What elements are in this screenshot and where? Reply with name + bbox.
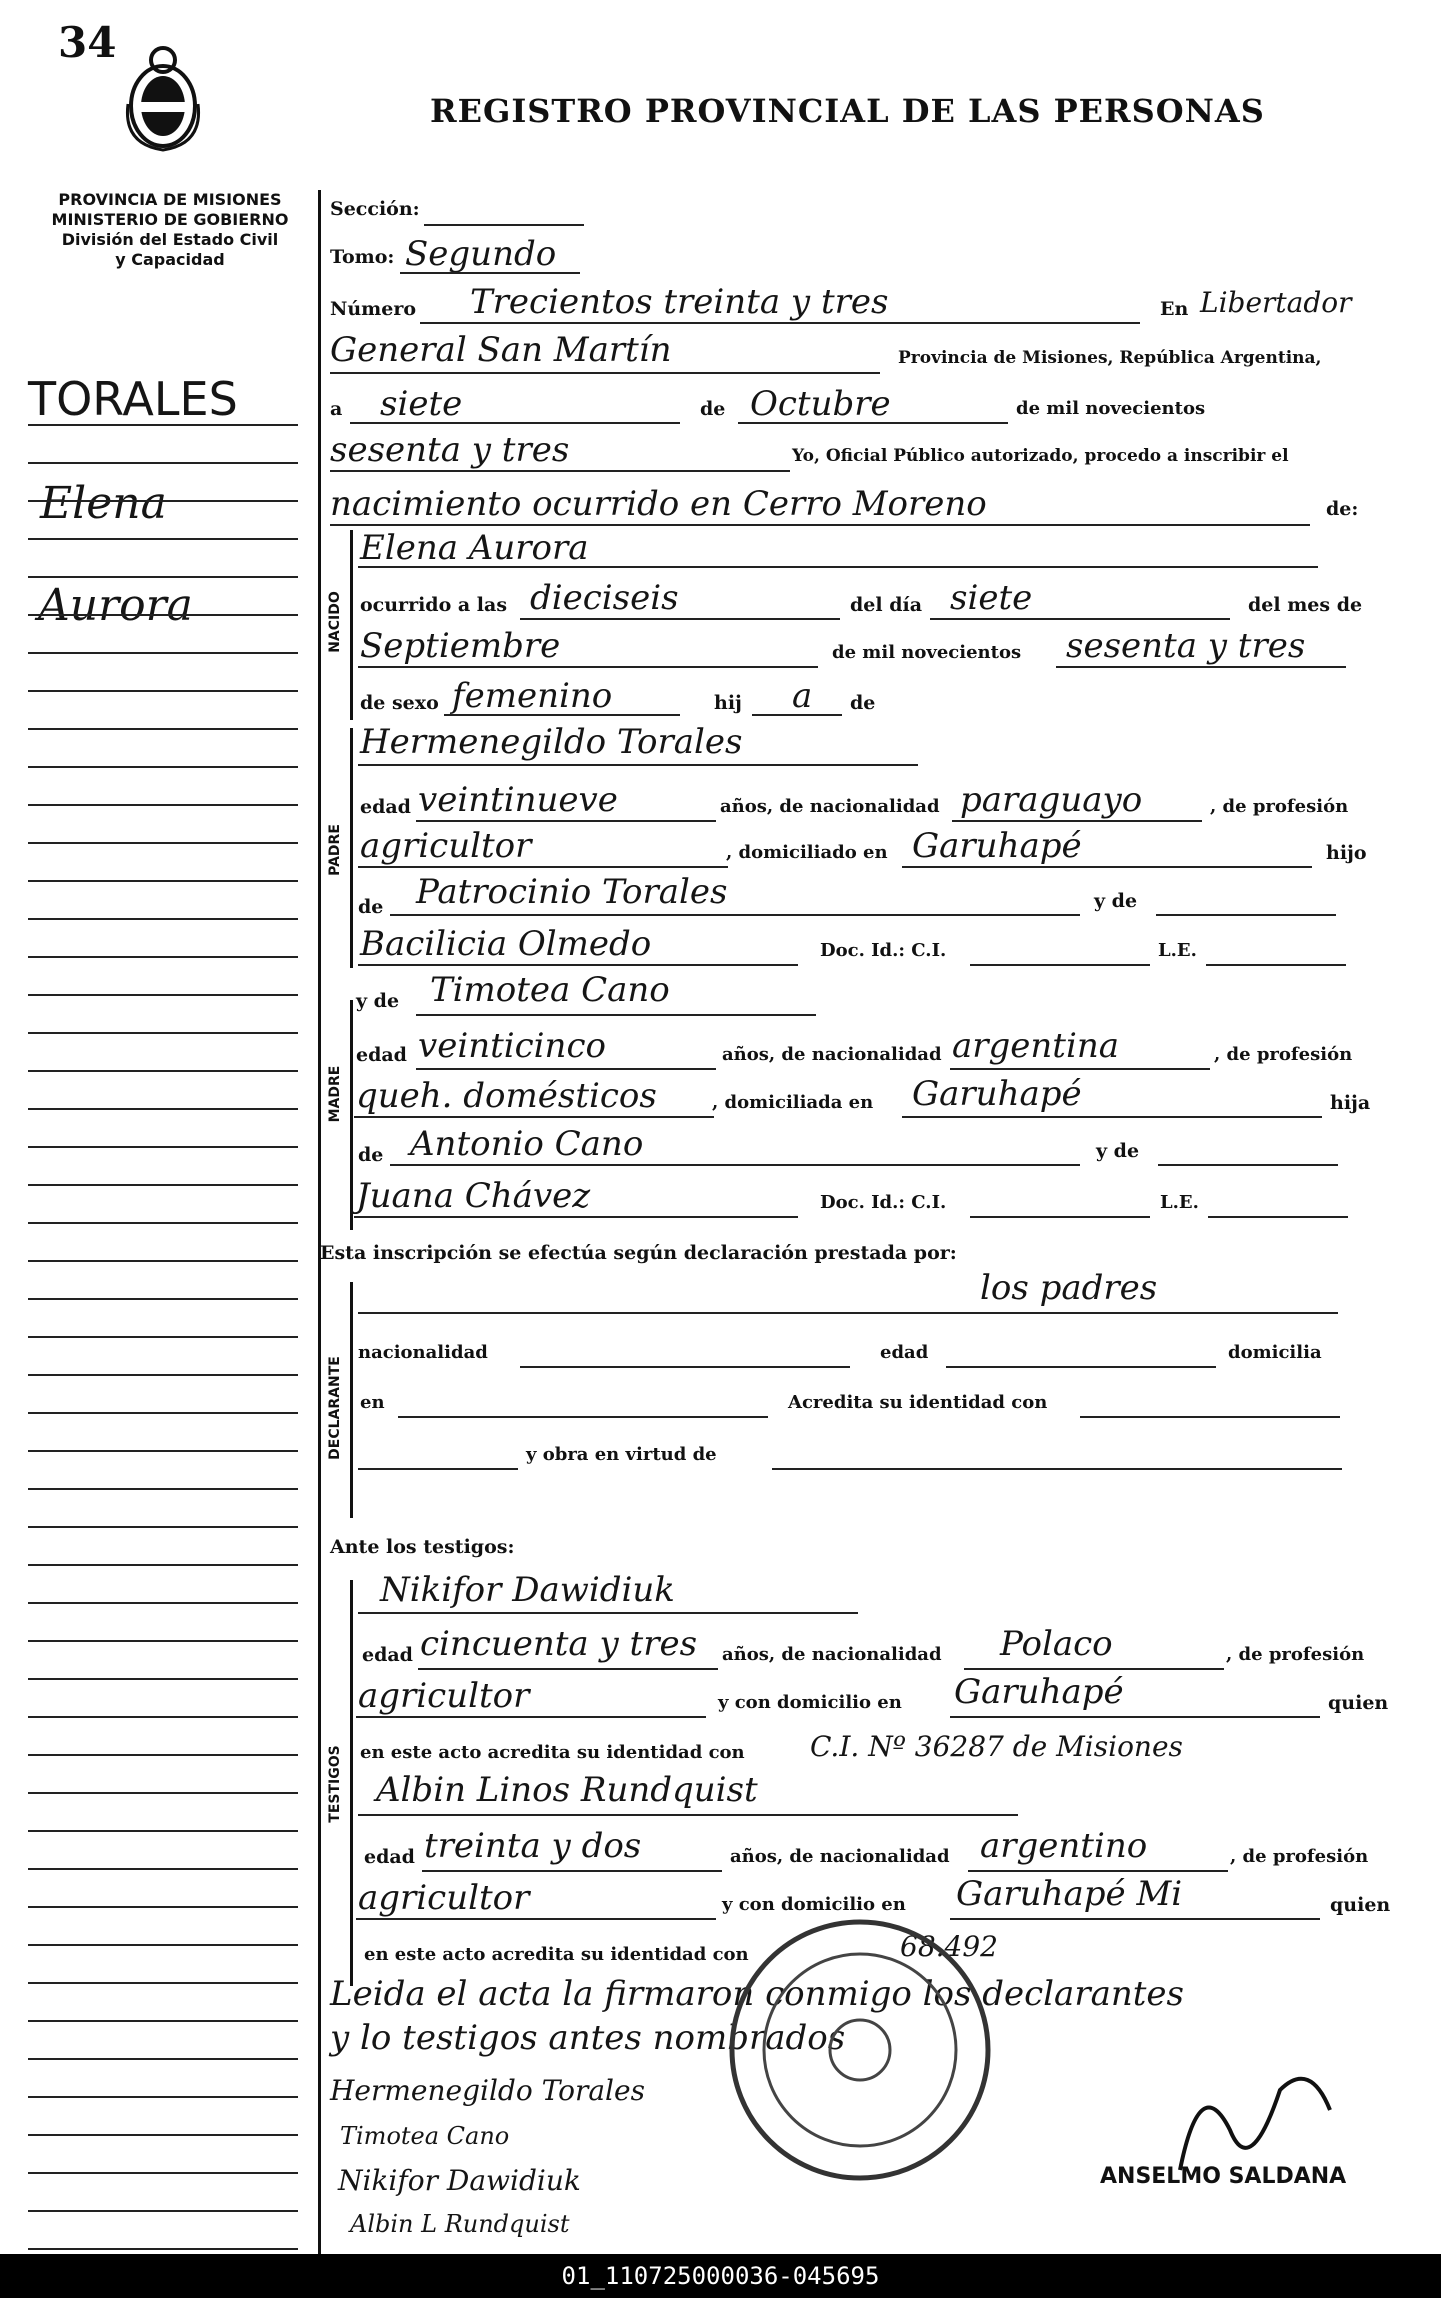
signature-4: Albin L Rundquist (350, 2210, 570, 2238)
label-yo: Yo, Oficial Público autorizado, procedo a inscribir el (792, 446, 1289, 466)
value-dia: siete (380, 384, 463, 424)
margin-rule (28, 1184, 298, 1186)
margin-rule (28, 690, 298, 692)
margin-rule (28, 614, 298, 616)
value-testigo1-nombre: Nikifor Dawidiuk (380, 1570, 675, 1610)
underline (950, 1068, 1210, 1070)
closing-line-1: Leida el acta la firmaron conmigo los declarantes (330, 1974, 1184, 2014)
value-numero: Trecientos treinta y tres (470, 282, 889, 322)
label-y-de-2: y de (356, 990, 400, 1012)
underline (752, 714, 842, 716)
document-title: REGISTRO PROVINCIAL DE LAS PERSONAS (430, 92, 1265, 130)
value-testigo2-identidad: 68.492 (900, 1930, 998, 1963)
label-de-profesion-2: , de profesión (1214, 1044, 1353, 1065)
label-y-de-3: y de (1096, 1140, 1140, 1162)
label-mil-novecientos-2: de mil novecientos (832, 642, 1022, 663)
underline (350, 422, 680, 424)
margin-rule (28, 576, 298, 578)
signature-1: Hermenegildo Torales (330, 2074, 645, 2107)
label-ante: Ante los testigos: (330, 1536, 515, 1558)
value-lugar-2: General San Martín (330, 330, 672, 370)
section-padre: PADRE (327, 824, 343, 876)
signature-3: Nikifor Dawidiuk (338, 2164, 581, 2197)
underline (964, 1668, 1224, 1670)
underline (930, 618, 1230, 620)
label-hij: hij (714, 692, 742, 714)
label-le: L.E. (1158, 940, 1197, 961)
value-mes: Octubre (750, 384, 891, 424)
label-domiciliada: , domiciliada en (712, 1092, 874, 1113)
margin-rule (28, 1374, 298, 1376)
frame-line (318, 190, 321, 2254)
margin-rule (28, 1830, 298, 1832)
margin-rule (28, 1754, 298, 1756)
label-y-domicilio: y con domicilio en (718, 1692, 902, 1713)
closing-line-2: y lo testigos antes nombrados (330, 2018, 846, 2058)
value-testigo2-nacionalidad: argentino (980, 1826, 1148, 1866)
underline (950, 1716, 1320, 1718)
value-en-lugar: Libertador (1200, 286, 1352, 319)
label-anos-nac-4: años, de nacionalidad (730, 1846, 950, 1867)
value-nacido-sexo: femenino (452, 676, 613, 716)
underline (902, 1116, 1322, 1118)
underline (398, 1416, 768, 1418)
underline (520, 1366, 850, 1368)
label-provincia: Provincia de Misiones, República Argentina, (898, 348, 1322, 368)
underline (390, 914, 1080, 916)
label-edad-4: edad (362, 1644, 413, 1666)
underline (358, 566, 1318, 568)
testigos-bracket (350, 1580, 353, 1986)
margin-rule (28, 2248, 298, 2250)
underline (422, 1870, 722, 1872)
value-madre-nacionalidad: argentina (952, 1026, 1120, 1066)
margin-rule (28, 1412, 298, 1414)
value-testigo2-nombre: Albin Linos Rundquist (376, 1770, 758, 1810)
underline (416, 1014, 816, 1016)
issuer-line: y Capacidad (115, 250, 225, 269)
margin-rule (28, 1792, 298, 1794)
label-a: a (330, 398, 343, 420)
signature-2: Timotea Cano (340, 2122, 510, 2150)
label-quien-2: quien (1330, 1894, 1391, 1916)
underline (358, 866, 728, 868)
margin-rule (28, 1108, 298, 1110)
margin-rule (28, 956, 298, 958)
label-hijo: hijo (1326, 842, 1367, 864)
underline (416, 1068, 716, 1070)
underline (354, 1116, 714, 1118)
underline (970, 1216, 1150, 1218)
value-nacido-nombre: Elena Aurora (360, 528, 589, 568)
underline (970, 964, 1150, 966)
value-testigo1-profesion: agricultor (358, 1676, 530, 1716)
margin-rule (28, 1602, 298, 1604)
underline (772, 1468, 1342, 1470)
margin-rule (28, 424, 298, 426)
value-nacido-hora: dieciseis (530, 578, 679, 618)
label-sexo: de sexo (360, 692, 439, 714)
stamp-name: ANSELMO SALDANA (1100, 2164, 1347, 2189)
underline (1206, 964, 1346, 966)
value-madre-padre: Antonio Cano (410, 1124, 644, 1164)
value-testigo1-identidad: C.I. Nº 36287 de Misiones (810, 1730, 1183, 1763)
document-code: 01_110725000036-045695 (0, 2254, 1441, 2298)
margin-rule (28, 2172, 298, 2174)
nacido-bracket (350, 530, 353, 720)
margin-rule (28, 728, 298, 730)
label-de-profesion: , de profesión (1210, 796, 1349, 817)
value-nacido-mes: Septiembre (360, 626, 561, 666)
margin-rule (28, 766, 298, 768)
underline (952, 820, 1202, 822)
underline (358, 764, 918, 766)
margin-name-1: Elena (40, 478, 167, 529)
margin-rule (28, 1032, 298, 1034)
margin-rule (28, 1526, 298, 1528)
margin-rule (28, 652, 298, 654)
label-mil-novecientos: de mil novecientos (1016, 398, 1206, 419)
margin-rule (28, 880, 298, 882)
value-declarante: los padres (980, 1268, 1158, 1308)
label-y-de: y de (1094, 890, 1138, 912)
section-madre: MADRE (327, 1065, 343, 1123)
underline (420, 322, 1140, 324)
value-testigo2-profesion: agricultor (358, 1878, 530, 1918)
label-este-acto: en este acto acredita su identidad con (360, 1742, 745, 1763)
issuer-block (30, 190, 310, 270)
value-nacido-hij: a (792, 676, 813, 716)
underline (358, 1468, 518, 1470)
margin-rule (28, 804, 298, 806)
value-madre-profesion: queh. domésticos (356, 1076, 657, 1116)
margin-name-2: Aurora (38, 580, 193, 631)
value-testigo1-edad: cincuenta y tres (420, 1624, 698, 1664)
label-edad-2: edad (356, 1044, 407, 1066)
issuer-line: MINISTERIO DE GOBIERNO (51, 210, 289, 229)
madre-bracket (350, 1000, 353, 1230)
label-este-acto-2: en este acto acredita su identidad con (364, 1944, 749, 1965)
value-padre-edad: veintinueve (418, 780, 618, 820)
label-de-colon: de: (1326, 498, 1359, 520)
label-anos-nac-2: años, de nacionalidad (722, 1044, 942, 1065)
margin-rule (28, 500, 298, 502)
underline (1056, 666, 1346, 668)
margin-rule (28, 1336, 298, 1338)
margin-rule (28, 2134, 298, 2136)
margin-rule (28, 1868, 298, 1870)
margin-rule (28, 2096, 298, 2098)
underline (330, 470, 790, 472)
label-domiciliado: , domiciliado en (726, 842, 888, 863)
label-domicilia: domicilia (1228, 1342, 1322, 1363)
label-de-3: de (358, 896, 384, 918)
label-nacionalidad: nacionalidad (358, 1342, 488, 1363)
underline (1208, 1216, 1348, 1218)
label-y-domicilio-2: y con domicilio en (722, 1894, 906, 1915)
underline (356, 1716, 706, 1718)
label-edad: edad (360, 796, 411, 818)
value-padre-domicilio: Garuhapé (912, 826, 1082, 866)
underline (400, 272, 580, 274)
padre-bracket (350, 728, 353, 968)
underline (354, 1216, 798, 1218)
margin-rule (28, 918, 298, 920)
margin-rule (28, 1298, 298, 1300)
underline (418, 1668, 718, 1670)
underline (520, 618, 840, 620)
value-tomo: Segundo (405, 234, 557, 274)
label-obra: y obra en virtud de (526, 1444, 717, 1465)
margin-rule (28, 1640, 298, 1642)
label-en: En (1160, 298, 1189, 320)
label-de-2: de (850, 692, 876, 714)
underline (1156, 914, 1336, 916)
value-anio: sesenta y tres (330, 430, 570, 470)
margin-rule (28, 1678, 298, 1680)
value-nacido-anio: sesenta y tres (1066, 626, 1306, 666)
label-de-profesion-4: , de profesión (1230, 1846, 1369, 1867)
underline (358, 666, 818, 668)
margin-rule (28, 1564, 298, 1566)
underline (358, 1312, 1338, 1314)
underline (444, 714, 680, 716)
issuer-line: División del Estado Civil (61, 230, 279, 249)
margin-rule (28, 1982, 298, 1984)
underline (1080, 1416, 1340, 1418)
underline (946, 1366, 1216, 1368)
label-anos-nac: años, de nacionalidad (720, 796, 940, 817)
label-inscripcion: Esta inscripción se efectúa según declaración prestada por: (320, 1242, 957, 1264)
coat-of-arms-icon (118, 44, 208, 154)
value-padre-madre: Bacilicia Olmedo (360, 924, 652, 964)
underline (902, 866, 1312, 868)
underline (330, 372, 880, 374)
page-number: 34 (58, 18, 117, 67)
margin-rule (28, 2058, 298, 2060)
underline (1158, 1164, 1338, 1166)
label-seccion: Sección: (330, 198, 420, 220)
label-hija: hija (1330, 1092, 1371, 1114)
label-de-profesion-3: , de profesión (1226, 1644, 1365, 1665)
margin-rule (28, 1450, 298, 1452)
label-ocurrido: ocurrido a las (360, 594, 508, 616)
value-acto: nacimiento ocurrido en Cerro Moreno (330, 484, 987, 524)
value-madre-domicilio: Garuhapé (912, 1074, 1082, 1114)
label-de: de (700, 398, 726, 420)
margin-rule (28, 1146, 298, 1148)
value-madre-nombre: Timotea Cano (430, 970, 670, 1010)
label-del-mes: del mes de (1248, 594, 1363, 616)
label-doc: Doc. Id.: C.I. (820, 940, 947, 961)
label-de-4: de (358, 1144, 384, 1166)
value-padre-nombre: Hermenegildo Torales (360, 722, 743, 762)
label-numero: Número (330, 298, 417, 320)
value-padre-profesion: agricultor (360, 826, 532, 866)
issuer-line: PROVINCIA DE MISIONES (58, 190, 282, 209)
value-testigo2-edad: treinta y dos (424, 1826, 642, 1866)
section-declarante: DECLARANTE (327, 1356, 343, 1460)
margin-rule (28, 1944, 298, 1946)
value-testigo2-domicilio: Garuhapé Mi (956, 1874, 1183, 1914)
margin-rule (28, 2210, 298, 2212)
value-madre-edad: veinticinco (418, 1026, 606, 1066)
value-madre-madre: Juana Chávez (356, 1176, 591, 1216)
underline (330, 524, 1310, 526)
label-quien: quien (1328, 1692, 1389, 1714)
section-testigos: TESTIGOS (327, 1745, 343, 1823)
margin-rule (28, 994, 298, 996)
margin-rule (28, 538, 298, 540)
margin-rule (28, 1716, 298, 1718)
underline (416, 820, 716, 822)
label-anos-nac-3: años, de nacionalidad (722, 1644, 942, 1665)
margin-rule (28, 1906, 298, 1908)
section-nacido: NACIDO (327, 591, 343, 653)
underline (390, 1164, 1080, 1166)
label-edad-5: edad (364, 1846, 415, 1868)
underline (358, 964, 798, 966)
label-edad-3: edad (880, 1342, 929, 1363)
margin-rule (28, 1070, 298, 1072)
underline (424, 224, 584, 226)
value-nacido-dia: siete (950, 578, 1033, 618)
underline (950, 1918, 1320, 1920)
label-tomo: Tomo: (330, 246, 395, 268)
underline (358, 1612, 858, 1614)
underline (358, 1814, 1018, 1816)
underline (356, 1918, 716, 1920)
label-le-2: L.E. (1160, 1192, 1199, 1213)
margin-rule (28, 1488, 298, 1490)
underline (738, 422, 1008, 424)
official-seal-icon (720, 1910, 1000, 2190)
margin-rule (28, 842, 298, 844)
underline (968, 1870, 1228, 1872)
margin-rule (28, 1260, 298, 1262)
label-doc-2: Doc. Id.: C.I. (820, 1192, 947, 1213)
label-acredita: Acredita su identidad con (788, 1392, 1048, 1413)
margin-rule (28, 1222, 298, 1224)
value-padre-padre: Patrocinio Torales (416, 872, 728, 912)
label-del-dia: del día (850, 594, 923, 616)
margin-rule (28, 2020, 298, 2022)
declarante-bracket (350, 1282, 353, 1518)
margin-rule (28, 462, 298, 464)
label-en-2: en (360, 1392, 385, 1413)
value-testigo1-nacionalidad: Polaco (1000, 1624, 1113, 1664)
margin-surname: TORALES (28, 372, 238, 426)
value-testigo1-domicilio: Garuhapé (954, 1672, 1124, 1712)
value-padre-nacionalidad: paraguayo (960, 780, 1143, 820)
